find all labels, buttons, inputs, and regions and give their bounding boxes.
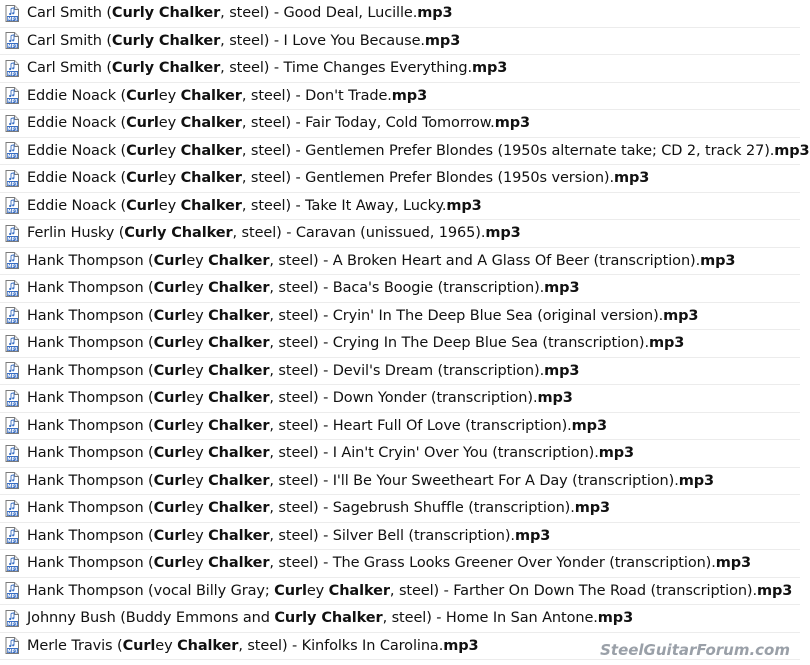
mp3-file-icon [5,527,19,544]
file-name-bold-part: Chalker [208,445,270,462]
file-row[interactable] [0,578,800,606]
file-row[interactable] [0,523,800,551]
file-name-bold-part: mp3 [774,142,810,159]
file-name-part: , steel) - Gentlemen Prefer Blondes (1950s version). [241,170,614,187]
file-row[interactable] [0,550,800,578]
mp3-file-icon [5,417,19,434]
file-name-part: , steel) - Caravan (unissued, 1965). [232,225,486,242]
svg-text:MP3: MP3 [7,346,18,352]
file-name-part: Hank Thompson ( [27,280,154,297]
file-name-part: , steel) - Devil's Dream (transcription). [269,362,545,379]
file-name-part: Hank Thompson ( [27,500,154,517]
file-name-part: , steel) - Sagebrush Shuffle (transcription). [269,500,575,517]
file-name-part: Eddie Noack ( [27,115,127,132]
file-name-part: Hank Thompson ( [27,335,154,352]
file-name-part: ey [186,307,209,324]
file-name-part: ey [186,362,209,379]
file-name-bold-part: mp3 [544,362,580,379]
file-name [27,280,579,296]
file-name-part: ey [186,252,209,269]
file-name-part: , steel) - Home In San Antone. [382,610,598,627]
file-row[interactable] [0,330,800,358]
mp3-file-icon [5,582,19,599]
file-name-part: Carl Smith ( [27,32,112,49]
file-name-part: ey [155,637,178,654]
file-name-bold-part: mp3 [571,417,607,434]
file-name-bold-part: mp3 [514,527,551,544]
svg-text:MP3: MP3 [7,566,18,572]
file-name-part: Hank Thompson ( [27,390,154,407]
mp3-file-icon [5,252,19,269]
file-row[interactable] [0,358,800,386]
file-name-part: Johnny Bush (Buddy Emmons and [27,610,275,627]
file-name-bold-part: Chalker [208,390,270,407]
file-name-part: Carl Smith ( [27,5,112,22]
file-name-bold-part: mp3 [613,170,650,187]
file-name-bold-part: mp3 [485,225,521,242]
file-row[interactable] [0,165,800,193]
file-name-part: Hank Thompson (vocal Billy Gray; [27,582,275,599]
svg-text:MP3: MP3 [7,43,18,49]
file-name-bold-part: Chalker [208,362,270,379]
file-name-bold-part: mp3 [715,555,752,572]
file-name [27,335,684,351]
svg-text:MP3: MP3 [7,236,18,242]
file-name-bold-part: Curl [153,280,187,297]
file-name-bold-part: Chalker [177,637,239,654]
file-name-bold-part: mp3 [494,115,530,132]
file-name [27,88,427,104]
file-name-part: ey [186,472,209,489]
file-name-part: Eddie Noack ( [27,197,127,214]
mp3-file-icon [5,32,19,49]
svg-text:MP3: MP3 [7,456,18,462]
file-name [27,473,714,489]
file-name-part: Hank Thompson ( [27,362,154,379]
file-row[interactable] [0,605,800,633]
file-name-part: , steel) - The Grass Looks Greener Over Yonder (transcription). [269,555,716,572]
file-name-bold-part: Curl [126,142,159,159]
file-name [27,225,521,241]
file-name-bold-part: Curl [153,417,187,434]
file-name-bold-part: Curl [153,252,187,269]
mp3-file-icon [5,87,19,104]
mp3-file-icon [5,610,19,627]
file-name-part: , steel) - Silver Bell (transcription). [269,527,515,544]
mp3-file-icon [5,335,19,352]
file-name-part: , steel) - Fair Today, Cold Tomorrow. [241,115,495,132]
file-row[interactable] [0,220,800,248]
file-name-bold-part: Curl [153,555,187,572]
file-row[interactable] [0,55,800,83]
file-name-bold-part: Curl [126,170,159,187]
file-name-part: Carl Smith ( [27,60,112,77]
svg-text:MP3: MP3 [7,621,18,627]
file-name-bold-part: Chalker [208,252,270,269]
mp3-file-icon [5,472,19,489]
file-row[interactable] [0,193,800,221]
file-name-part: Ferlin Husky ( [27,225,125,242]
file-name-part: , steel) - I Love You Because. [220,32,425,49]
svg-text:MP3: MP3 [7,428,18,434]
file-name-part: Eddie Noack ( [27,170,127,187]
file-name-bold-part: Chalker [208,555,270,572]
watermark: SteelGuitarForum.com [600,641,790,659]
file-name-part: ey [158,142,181,159]
mp3-file-icon [5,362,19,379]
file-name-bold-part: Curly Chalker [111,5,221,22]
mp3-file-icon [5,390,19,407]
file-name-part: ey [158,115,181,132]
svg-text:MP3: MP3 [7,71,18,77]
file-name-part: Hank Thompson ( [27,417,154,434]
file-name-part: ey [186,390,209,407]
file-name-bold-part: Curl [122,637,156,654]
file-name-part: Eddie Noack ( [27,87,127,104]
svg-text:MP3: MP3 [7,208,18,214]
file-name-part: Merle Travis ( [27,637,123,654]
file-row[interactable] [0,110,800,138]
svg-text:MP3: MP3 [7,401,18,407]
svg-text:MP3: MP3 [7,538,18,544]
file-name-bold-part: Chalker [208,417,270,434]
file-name-bold-part: Curl [153,500,187,517]
file-name [27,363,579,379]
file-name-part: ey [186,527,209,544]
file-name [27,418,607,434]
file-name-part: , steel) - I Ain't Cryin' Over You (transcription). [269,445,599,462]
svg-text:MP3: MP3 [7,291,18,297]
file-name-part: ey [186,280,209,297]
file-name [27,500,610,516]
file-row[interactable] [0,303,800,331]
file-name-part: , steel) - Take It Away, Lucky. [241,197,447,214]
file-name-part: , steel) - Baca's Boogie (transcription). [269,280,545,297]
file-name-bold-part: mp3 [472,60,508,77]
file-name-bold-part: mp3 [700,252,736,269]
file-name-bold-part: Curl [126,115,159,132]
file-name-bold-part: Chalker [180,87,242,104]
mp3-file-icon [5,280,19,297]
file-name-bold-part: Curl [153,445,187,462]
file-row[interactable] [0,0,800,28]
file-row[interactable] [0,83,800,111]
file-row[interactable] [0,440,800,468]
file-name-bold-part: Curl [274,582,307,599]
file-name-part: , steel) - A Broken Heart and A Glass Of Beer (transcription). [269,252,701,269]
file-name [27,115,530,131]
mp3-file-icon [5,5,19,22]
file-name-bold-part: mp3 [574,500,611,517]
file-name-bold-part: Curl [153,307,187,324]
file-name-bold-part: Chalker [180,115,242,132]
file-name-part: ey [186,500,209,517]
mp3-file-icon [5,500,19,517]
svg-text:MP3: MP3 [7,126,18,132]
file-name-bold-part: mp3 [663,307,699,324]
file-name-part: , steel) - Gentlemen Prefer Blondes (1950s alternate take; CD 2, track 27). [241,142,775,159]
mp3-file-icon [5,197,19,214]
file-name-bold-part: Curl [153,362,187,379]
file-name-part: ey [158,170,181,187]
file-name-bold-part: Curl [153,527,187,544]
file-name-bold-part: Chalker [180,142,242,159]
file-name [27,143,810,159]
file-name-bold-part: mp3 [417,5,453,22]
file-name-part: , steel) - Kinfolks In Carolina. [238,637,444,654]
svg-text:MP3: MP3 [7,318,18,324]
file-name-part: , steel) - Time Changes Everything. [220,60,472,77]
file-name-part: ey [186,335,209,352]
svg-text:MP3: MP3 [7,483,18,489]
file-name-part: ey [186,555,209,572]
file-row[interactable] [0,275,800,303]
mp3-file-icon [5,170,19,187]
mp3-file-icon [5,225,19,242]
file-name-bold-part: Chalker [328,582,390,599]
file-name-part: ey [158,87,181,104]
file-name-part: , steel) - Farther On Down The Road (transcription). [389,582,757,599]
file-row[interactable] [0,28,800,56]
file-name-bold-part: mp3 [424,32,461,49]
file-name [27,555,751,571]
mp3-file-icon [5,142,19,159]
mp3-file-icon [5,555,19,572]
mp3-file-icon [5,637,19,654]
svg-text:MP3: MP3 [7,511,18,517]
file-name-bold-part: Chalker [180,170,242,187]
file-name-part: , steel) - Down Yonder (transcription). [269,390,538,407]
file-name [27,198,482,214]
file-name-part: Hank Thompson ( [27,527,154,544]
file-name [27,528,550,544]
file-row[interactable] [0,385,800,413]
svg-text:MP3: MP3 [7,153,18,159]
file-name-bold-part: Curly Chalker [124,225,233,242]
svg-text:MP3: MP3 [7,181,18,187]
svg-text:MP3: MP3 [7,593,18,599]
file-name-part: ey [158,197,181,214]
file-name [27,390,573,406]
file-name-bold-part: mp3 [597,610,634,627]
file-name-part: ey [186,417,209,434]
file-name-bold-part: Chalker [180,197,242,214]
file-name-bold-part: Chalker [208,527,270,544]
svg-text:MP3: MP3 [7,16,18,22]
file-name [27,445,634,461]
file-name-bold-part: Curl [153,335,187,352]
file-name-bold-part: Chalker [208,307,270,324]
file-name-part: ey [306,582,329,599]
file-name-bold-part: mp3 [544,280,580,297]
file-row[interactable] [0,413,800,441]
file-name-bold-part: mp3 [537,390,573,407]
file-name-part: , steel) - I'll Be Your Sweetheart For A Day (transcription). [269,472,679,489]
file-name [27,308,698,324]
file-name-part: , steel) - Heart Full Of Love (transcription). [269,417,572,434]
file-name-bold-part: Curly Chalker [274,610,383,627]
file-name-bold-part: mp3 [757,582,793,599]
file-name-bold-part: mp3 [391,87,428,104]
file-name-part: , steel) - Cryin' In The Deep Blue Sea (original version). [269,307,664,324]
file-name-bold-part: Curl [153,472,187,489]
file-name-part: , steel) - Crying In The Deep Blue Sea (transcription). [269,335,649,352]
mp3-file-icon [5,445,19,462]
mp3-file-icon [5,115,19,132]
file-name-part: Hank Thompson ( [27,445,154,462]
file-name-part: Hank Thompson ( [27,307,154,324]
file-name-part: Hank Thompson ( [27,252,154,269]
file-name-bold-part: Curly Chalker [111,32,221,49]
file-name [27,60,507,76]
file-name [27,5,453,21]
file-row[interactable] [0,495,800,523]
file-name [27,610,633,626]
svg-text:MP3: MP3 [7,263,18,269]
file-name-part: Hank Thompson ( [27,472,154,489]
file-name [27,253,735,269]
file-name-bold-part: mp3 [446,197,482,214]
file-row[interactable] [0,248,800,276]
file-name [27,583,792,599]
file-name-bold-part: mp3 [443,637,479,654]
file-name-bold-part: Curl [126,197,159,214]
file-name-part: Hank Thompson ( [27,555,154,572]
file-name [27,638,478,654]
file-name-part: , steel) - Don't Trade. [241,87,392,104]
file-name-part: , steel) - Good Deal, Lucille. [220,5,418,22]
file-name-bold-part: mp3 [648,335,685,352]
file-name-bold-part: Curly Chalker [111,60,221,77]
file-name-bold-part: Chalker [208,500,270,517]
file-row[interactable] [0,138,810,166]
file-name-bold-part: Chalker [208,335,270,352]
file-name-bold-part: Curl [126,87,159,104]
file-name-bold-part: mp3 [598,445,635,462]
mp3-file-icon [5,307,19,324]
svg-text:MP3: MP3 [7,373,18,379]
file-name-part: Eddie Noack ( [27,142,127,159]
file-name-bold-part: mp3 [678,472,714,489]
file-name-bold-part: Chalker [208,280,270,297]
file-name-bold-part: Chalker [208,472,270,489]
svg-text:MP3: MP3 [7,98,18,104]
file-name [27,33,460,49]
file-name [27,170,649,186]
mp3-file-icon [5,60,19,77]
file-row[interactable] [0,468,800,496]
svg-text:MP3: MP3 [7,648,18,654]
file-name-bold-part: Curl [153,390,187,407]
file-name-part: ey [186,445,209,462]
